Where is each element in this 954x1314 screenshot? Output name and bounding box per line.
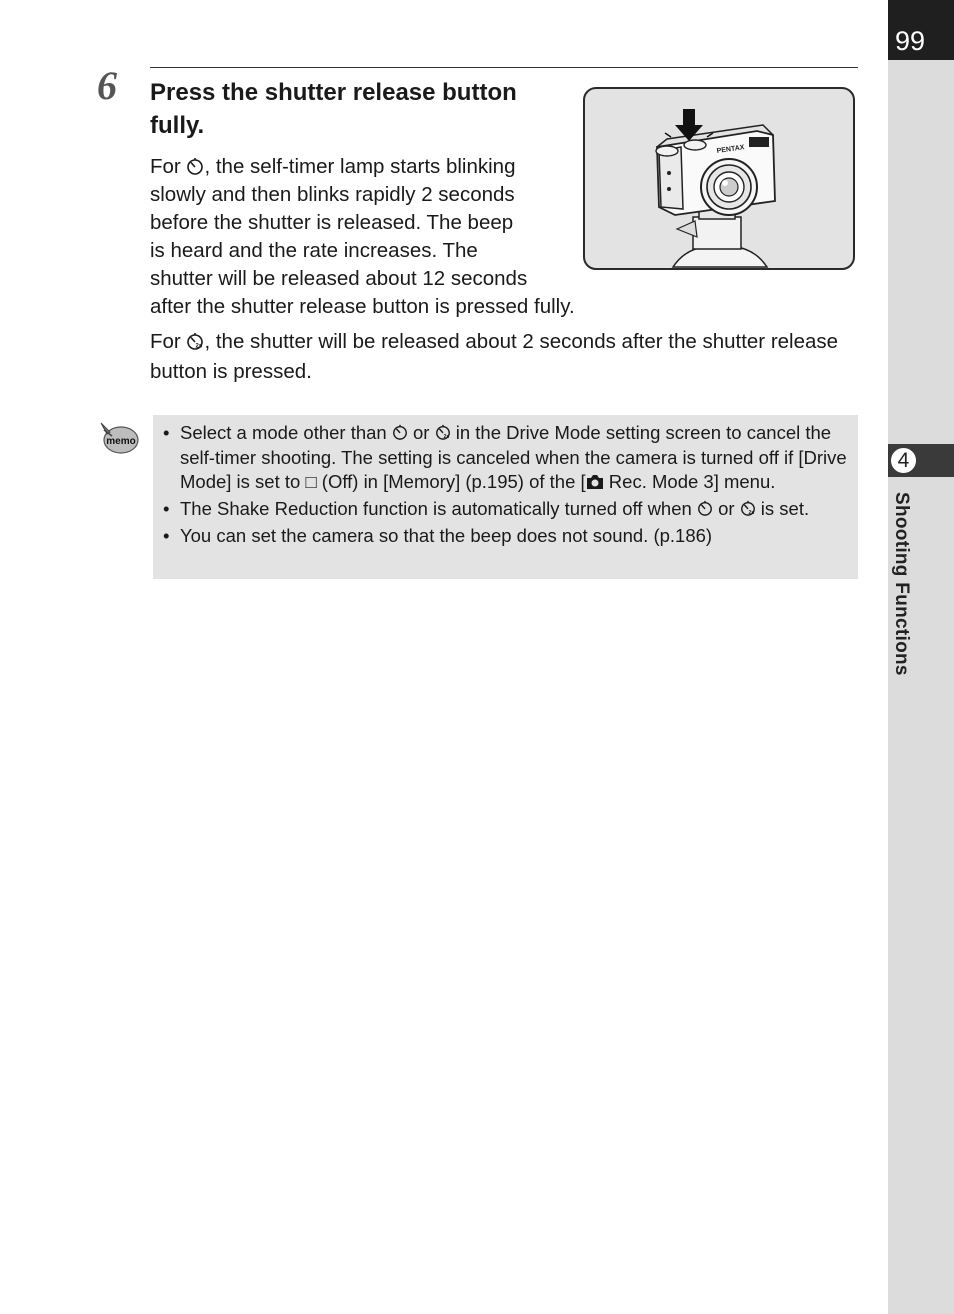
step-heading: Press the shutter release button fully. bbox=[150, 79, 517, 139]
chapter-number: 4 bbox=[890, 447, 917, 474]
bullet: • bbox=[163, 422, 170, 443]
self-timer-12s-icon bbox=[697, 499, 713, 517]
memo-item-1: • Select a mode other than or 2s in the Drive Mode setting screen to cancel the self-timer shooting. The setting is canceled when the camera is turned off if [Drive Mode] is set to □ (Off) in [Memory] (p.195) of the [ Rec. Mode 3] menu. bbox=[163, 422, 847, 492]
step-paragraph-2: For 2s , the shutter will be released about 2 seconds after the shutter release button is pressed. bbox=[150, 330, 839, 383]
page-number: 99 bbox=[895, 26, 926, 56]
self-timer-12s-icon bbox=[392, 423, 408, 441]
memo-box bbox=[153, 415, 858, 579]
svg-text:2s: 2s bbox=[748, 509, 755, 516]
camera-brand: PENTAX bbox=[716, 144, 745, 155]
camera-illustration bbox=[583, 87, 855, 270]
self-timer-2s-icon bbox=[435, 423, 451, 441]
memo-list bbox=[153, 415, 858, 549]
self-timer-2s-icon bbox=[740, 499, 756, 517]
para1-line-4: is heard and the rate increases. The bbox=[150, 239, 478, 262]
bullet: • bbox=[163, 525, 170, 546]
memo-item-2: • The Shake Reduction function is automatically turned off when or 2s is set. bbox=[153, 497, 858, 522]
chapter-title: Shooting Functions bbox=[891, 492, 912, 676]
svg-text:2s: 2s bbox=[195, 343, 203, 350]
memo-item-3: • You can set the camera so that the beep does not sound. (p.186) bbox=[153, 524, 858, 549]
memo-icon bbox=[98, 420, 140, 456]
single-frame-icon: □ bbox=[305, 471, 317, 492]
camera-icon bbox=[586, 474, 604, 490]
bullet: • bbox=[163, 498, 170, 519]
para1-line-1: For , the self-timer lamp starts blinking bbox=[150, 155, 516, 178]
camera-on-tripod-illustration bbox=[585, 89, 853, 268]
para1-line-6: after the shutter release button is pressed fully. bbox=[150, 295, 575, 318]
self-timer-2s-icon bbox=[186, 331, 204, 351]
para1-line-3: before the shutter is released. The beep bbox=[150, 211, 514, 234]
svg-text:2s: 2s bbox=[443, 433, 449, 440]
para1-line-2: slowly and then blinks rapidly 2 seconds bbox=[150, 183, 515, 206]
para1-line-5: shutter will be released about 12 seconds bbox=[150, 267, 528, 290]
step-number: 6 bbox=[97, 63, 117, 108]
heading-rule bbox=[150, 67, 858, 68]
memo-icon-label: memo bbox=[106, 436, 136, 447]
self-timer-12s-icon bbox=[186, 156, 204, 176]
